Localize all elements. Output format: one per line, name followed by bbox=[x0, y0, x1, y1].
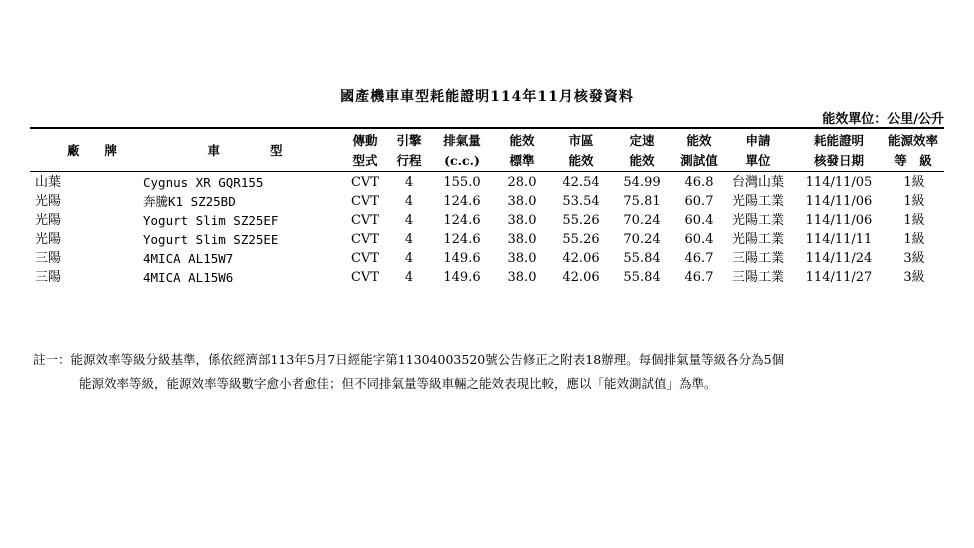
header-cruise-2: 能效 bbox=[629, 153, 655, 168]
cell-disp: 155.0 bbox=[443, 175, 481, 190]
cell-date: 114/11/27 bbox=[805, 270, 873, 285]
header-brand: 廠 牌 bbox=[66, 143, 117, 158]
header-city-2: 能效 bbox=[568, 153, 594, 168]
header-stroke-1: 引擎 bbox=[396, 133, 422, 148]
cell-applicant: 三陽工業 bbox=[731, 251, 784, 266]
cell-date: 114/11/06 bbox=[805, 194, 873, 209]
cell-grade: 1級 bbox=[903, 175, 925, 190]
cell-date: 114/11/24 bbox=[805, 251, 873, 266]
cell-stroke: 4 bbox=[404, 270, 414, 285]
footnote bbox=[33, 348, 784, 396]
header-appl-1: 申請 bbox=[745, 133, 771, 148]
cell-trans: CVT bbox=[350, 213, 379, 228]
cell-applicant: 三陽工業 bbox=[731, 270, 784, 285]
cell-stroke: 4 bbox=[404, 175, 414, 190]
table-row bbox=[0, 192, 974, 211]
cell-city: 42.54 bbox=[562, 175, 600, 190]
cell-date: 114/11/06 bbox=[805, 213, 873, 228]
cell-test: 46.7 bbox=[684, 251, 714, 266]
cell-disp: 124.6 bbox=[443, 213, 481, 228]
cell-std: 38.0 bbox=[507, 194, 537, 209]
cell-disp: 124.6 bbox=[443, 232, 481, 247]
document-title: 國產機車車型耗能證明114年11月核發資料 bbox=[340, 89, 634, 105]
cell-applicant: 光陽工業 bbox=[731, 194, 784, 209]
cell-date: 114/11/05 bbox=[805, 175, 873, 190]
cell-cruise: 54.99 bbox=[623, 175, 661, 190]
cell-stroke: 4 bbox=[404, 194, 414, 209]
cell-brand: 光陽 bbox=[35, 194, 62, 209]
cell-cruise: 55.84 bbox=[623, 251, 661, 266]
header-appl-2: 單位 bbox=[745, 153, 771, 168]
cell-applicant: 台灣山葉 bbox=[731, 175, 784, 190]
cell-std: 38.0 bbox=[507, 232, 537, 247]
cell-date: 114/11/11 bbox=[805, 232, 873, 247]
table-row bbox=[0, 173, 974, 192]
cell-trans: CVT bbox=[350, 270, 379, 285]
cell-trans: CVT bbox=[350, 175, 379, 190]
cell-cruise: 75.81 bbox=[623, 194, 661, 209]
header-trans-2: 型式 bbox=[352, 153, 378, 168]
cell-city: 42.06 bbox=[562, 270, 600, 285]
cell-grade: 3級 bbox=[903, 270, 925, 285]
cell-city: 55.26 bbox=[562, 232, 600, 247]
header-date-1: 耗能證明 bbox=[813, 133, 864, 148]
cell-brand: 光陽 bbox=[35, 232, 62, 247]
header-disp-2: (c.c.) bbox=[444, 153, 480, 168]
cell-grade: 1級 bbox=[903, 194, 925, 209]
cell-grade: 3級 bbox=[903, 251, 925, 266]
table-row bbox=[0, 211, 974, 230]
cell-brand: 光陽 bbox=[35, 213, 62, 228]
cell-std: 38.0 bbox=[507, 251, 537, 266]
cell-test: 60.4 bbox=[684, 232, 714, 247]
cell-trans: CVT bbox=[350, 194, 379, 209]
cell-cruise: 55.84 bbox=[623, 270, 661, 285]
cell-model: Yogurt Slim SZ25EF bbox=[143, 213, 279, 228]
cell-test: 60.4 bbox=[684, 213, 714, 228]
cell-model: Cygnus XR GQR155 bbox=[143, 175, 264, 190]
cell-test: 46.8 bbox=[684, 175, 714, 190]
cell-city: 53.54 bbox=[562, 194, 600, 209]
cell-stroke: 4 bbox=[404, 213, 414, 228]
header-disp-1: 排氣量 bbox=[443, 133, 481, 148]
cell-test: 60.7 bbox=[684, 194, 714, 209]
footnote-line-1: 註一：能源效率等級分級基準，係依經濟部113年5月7日經能字第11304003520號公告修正之附表18辦理。每個排氣量等級各分為5個 bbox=[33, 352, 785, 367]
cell-applicant: 光陽工業 bbox=[731, 213, 784, 228]
header-city-1: 市區 bbox=[568, 133, 594, 148]
table-row bbox=[0, 249, 974, 268]
cell-std: 38.0 bbox=[507, 213, 537, 228]
footnote-line-2: 能源效率等級，能源效率等級數字愈小者愈佳；但不同排氣量等級車輛之能效表現比較，應以「能效測試值」為準。 bbox=[79, 376, 717, 391]
cell-model: 4MICA AL15W7 bbox=[143, 251, 234, 266]
unit-label: 能效單位：公里/公升 bbox=[822, 112, 944, 127]
cell-cruise: 70.24 bbox=[623, 213, 661, 228]
cell-test: 46.7 bbox=[684, 270, 714, 285]
cell-disp: 149.6 bbox=[443, 251, 481, 266]
cell-disp: 124.6 bbox=[443, 194, 481, 209]
cell-brand: 三陽 bbox=[35, 251, 62, 266]
cell-brand: 三陽 bbox=[35, 270, 62, 285]
cell-city: 42.06 bbox=[562, 251, 600, 266]
header-std-1: 能效 bbox=[509, 133, 535, 148]
cell-trans: CVT bbox=[350, 251, 379, 266]
header-date-2: 核發日期 bbox=[813, 153, 864, 168]
header-test-1: 能效 bbox=[686, 133, 712, 148]
header-test-2: 測試值 bbox=[680, 153, 718, 168]
cell-city: 55.26 bbox=[562, 213, 600, 228]
table-top-rule bbox=[30, 127, 944, 129]
cell-stroke: 4 bbox=[404, 251, 414, 266]
cell-trans: CVT bbox=[350, 232, 379, 247]
header-grade-2: 等 級 bbox=[894, 153, 932, 168]
cell-std: 28.0 bbox=[507, 175, 537, 190]
cell-model: 奔騰K1 SZ25BD bbox=[143, 194, 236, 209]
cell-stroke: 4 bbox=[404, 232, 414, 247]
cell-std: 38.0 bbox=[507, 270, 537, 285]
cell-grade: 1級 bbox=[903, 232, 925, 247]
header-cruise-1: 定速 bbox=[629, 133, 655, 148]
table-row bbox=[0, 230, 974, 249]
table-row bbox=[0, 268, 974, 287]
cell-disp: 149.6 bbox=[443, 270, 481, 285]
header-std-2: 標準 bbox=[509, 153, 535, 168]
cell-cruise: 70.24 bbox=[623, 232, 661, 247]
cell-model: 4MICA AL15W6 bbox=[143, 270, 234, 285]
header-grade-1: 能源效率 bbox=[887, 133, 938, 148]
header-model: 車 型 bbox=[207, 143, 283, 158]
cell-grade: 1級 bbox=[903, 213, 925, 228]
table-header-rule bbox=[30, 171, 944, 172]
header-trans-1: 傳動 bbox=[352, 133, 378, 148]
cell-applicant: 光陽工業 bbox=[731, 232, 784, 247]
cell-brand: 山葉 bbox=[35, 175, 62, 190]
header-stroke-2: 行程 bbox=[396, 153, 422, 168]
cell-model: Yogurt Slim SZ25EE bbox=[143, 232, 279, 247]
